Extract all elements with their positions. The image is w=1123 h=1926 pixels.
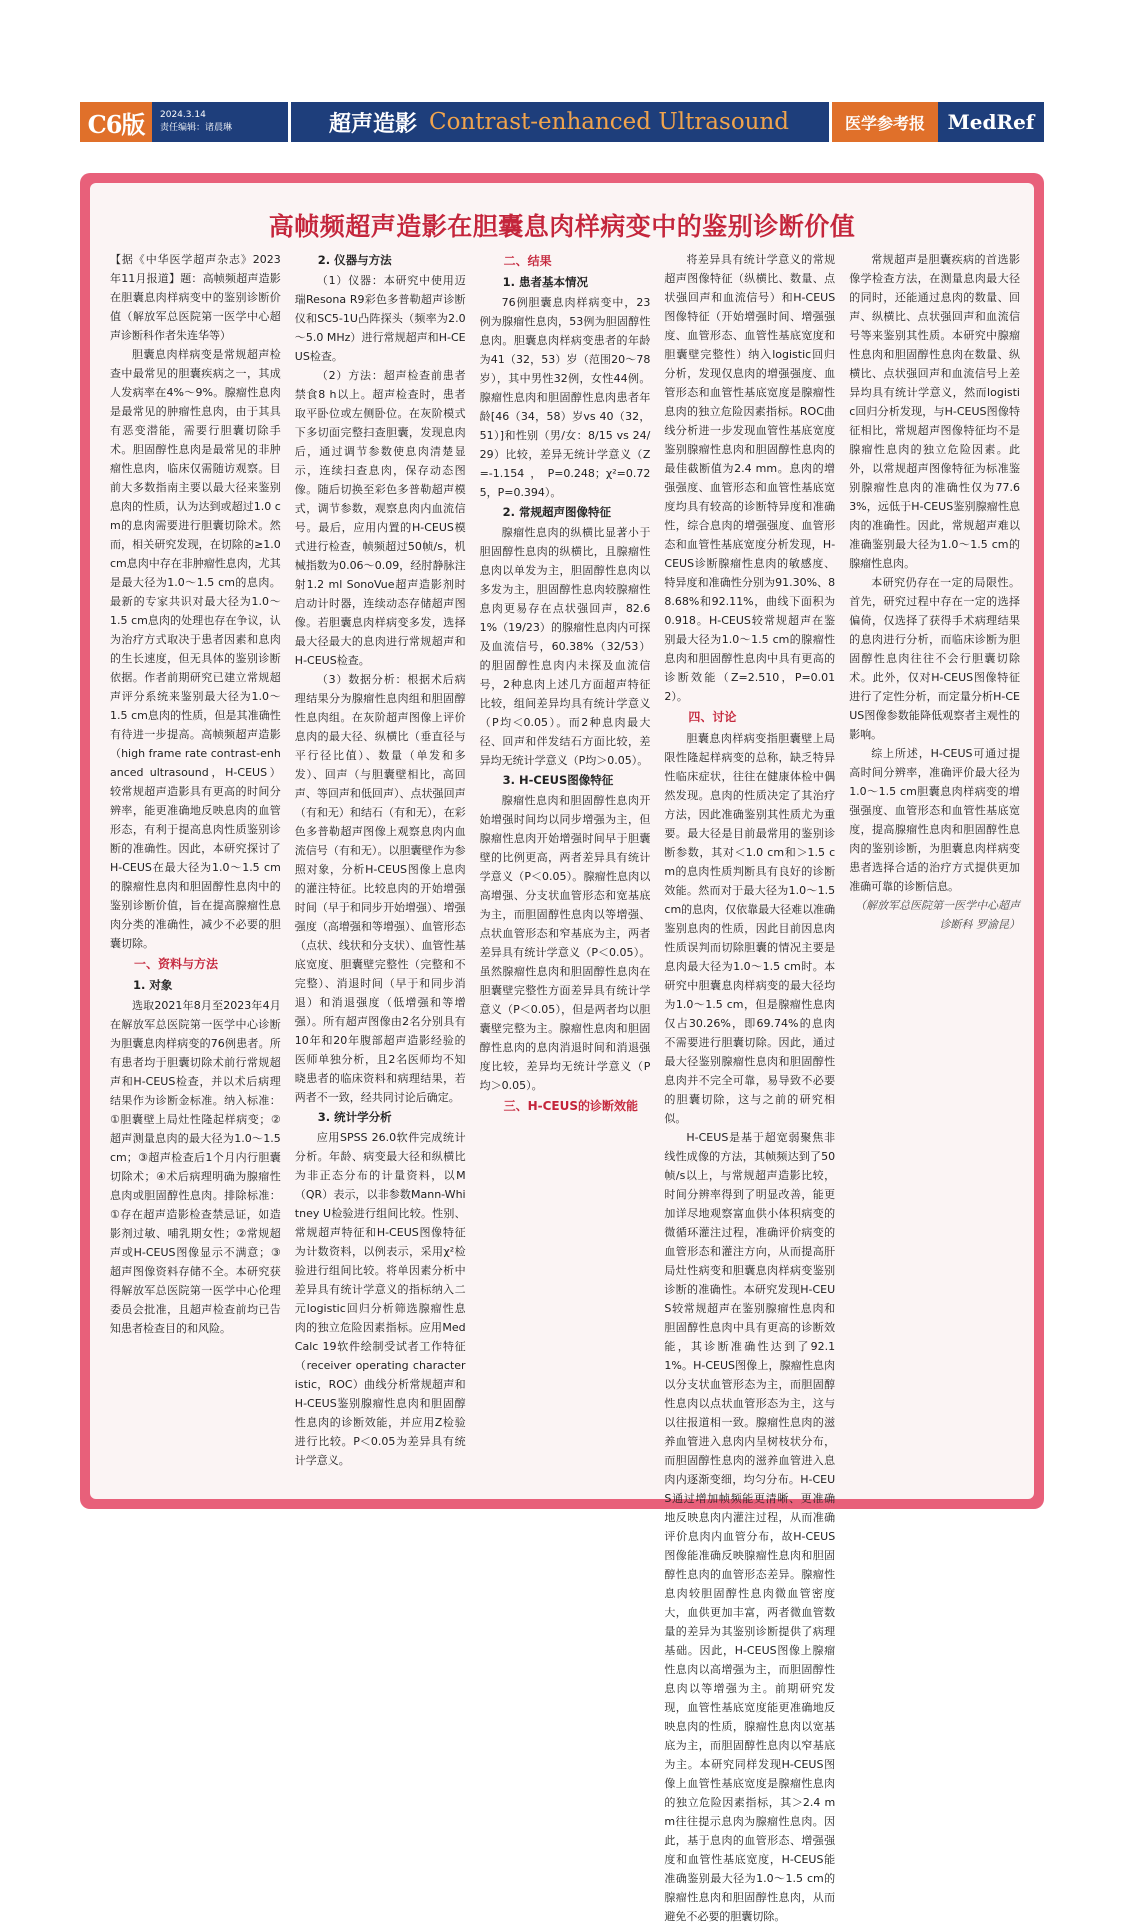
paragraph: 选取2021年8月至2023年4月在解放军总医院第一医学中心诊断为胆囊息肉样病变的76例患者。所有患者均于胆囊切除术前行常规超声和H-CEUS检查，并以术后病理结果作为诊断金标准。纳入标准：①胆囊壁上局灶性隆起样病变；②超声测量息肉的最大径为1.0～1.5 cm；③超声检查后1个月内行胆囊切除术；④术后病理明确为腺瘤性息肉或胆固醇性息肉。排除标准：①存在超声造影检查禁忌证，如造影剂过敏、哺乳期女性；②常规超声或H-CEUS图像显示不满意；③超声图像资料存储不全。本研究获得解放军总医院第一医学中心伦理委员会批准，且超声检查前均已告知患者检查目的和风险。 <box>110 999 281 1335</box>
paragraph: 综上所述，H-CEUS可通过提高时间分辨率，准确评价最大径为1.0～1.5 cm胆囊息肉样病变的增强强度、血管形态和血管性基底宽度，提高腺瘤性息肉和胆固醇性息肉的鉴别诊断，为胆囊息肉样病变患者选择合适的治疗方式提供更加准确可靠的诊断信息。 <box>849 747 1020 893</box>
masthead <box>80 102 1044 142</box>
subsection-heading: 3. H-CEUS图像特征 <box>502 773 614 787</box>
section-heading: 一、资料与方法 <box>134 957 219 971</box>
paragraph: 腺瘤性息肉和胆固醇性息肉开始增强时间均以同步增强为主，但腺瘤性息肉开始增强时间早于胆囊壁的比例更高，两者差异具有统计学意义（P＜0.05）。腺瘤性息肉以高增强、分支状血管形态和宽基底为主，而胆固醇性息肉以等增强、点状血管形态和窄基底为主，两者差异具有统计学意义（P＜0.05）。虽然腺瘤性息肉和胆固醇性息肉在胆囊壁完整性方面差异具有统计学意义（P＜0.05），但是两者均以胆囊壁完整为主。腺瘤性息肉和胆固醇性息肉的息肉消退时间和消退强度比较，差异均无统计学意义（P均＞0.05）。 <box>479 794 651 1092</box>
subsection-heading: 2. 仪器与方法 <box>317 253 392 267</box>
subsection-heading: 1. 患者基本情况 <box>502 275 588 289</box>
subsection-heading: 1. 对象 <box>133 978 173 992</box>
section-heading: 三、H-CEUS的诊断效能 <box>503 1099 639 1113</box>
brand-logo: MedRef <box>938 102 1044 142</box>
paragraph: 常规超声是胆囊疾病的首选影像学检查方法，在测量息肉最大径的同时，还能通过息肉的数量、回声、纵横比、点状强回声和血流信号等来鉴别其性质。本研究中腺瘤性息肉和胆固醇性息肉在数量、纵横比、点状强回声和血流信号上差异均具有统计学意义，然而logistic回归分析发现，与H-CEUS图像特征相比，常规超声图像特征均不是腺瘤性息肉的独立危险因素。此外，以常规超声图像特征为标准鉴别腺瘤性息肉的准确性仅为77.63%，远低于H-CEUS鉴别腺瘤性息肉的准确性。因此，常规超声难以准确鉴别最大径为1.0～1.5 cm的腺瘤性息肉。 <box>849 253 1020 570</box>
paragraph: 76例胆囊息肉样病变中，23例为腺瘤性息肉，53例为胆固醇性息肉。胆囊息肉样病变患者的年龄为41（32，53）岁（范围20～78岁），其中男性32例，女性44例。腺瘤性息肉和胆固醇性息肉患者年龄[46（34，58）岁vs 40（32，51）]和性别（男/女：8/15 vs 24/29）比较，差异无统计学意义（Z=-1.154，P=0.248；χ²=0.725，P=0.394）。 <box>479 296 651 499</box>
paragraph: （2）方法：超声检查前患者禁食8 h以上。超声检查时，患者取平卧位或左侧卧位。在灰阶模式下多切面完整扫查胆囊，发现息肉后，通过调节参数使息肉清楚显示，连续扫查息肉，保存动态图像。随后切换至彩色多普勒超声模式，调节参数，观察息肉内血流信号。最后，应用内置的H-CEUS模式进行检查，帧频超过50帧/s，机械指数为0.06～0.09，经肘静脉注射1.2 ml SonoVue超声造影剂时启动计时器，连续动态存储超声图像。若胆囊息肉样病变多发，选择最大径最大的息肉进行常规超声和H-CEUS检查。 <box>294 369 466 667</box>
section-title-en: Contrast-enhanced Ultrasound <box>429 109 790 135</box>
editor-credit: 责任编辑：诸晨琳 <box>160 123 233 133</box>
article-columns <box>110 250 1020 1923</box>
section-heading: 二、结果 <box>503 254 552 268</box>
paragraph: H-CEUS是基于超宽弱聚焦非线性成像的方法，其帧频达到了50帧/s以上，与常规超声造影比较，时间分辨率得到了明显改善，能更加详尽地观察富血供小体积病变的微循环灌注过程，准确评价病变的血管形态和灌注方向，从而提高肝局灶性病变和胆囊息肉样病变鉴别诊断的准确性。本研究发现H-CEUS较常规超声在鉴别腺瘤性息肉和胆固醇性息肉中具有更高的诊断效能，其诊断准确性达到了92.11%。H-CEUS图像上，腺瘤性息肉以分支状血管形态为主，而胆固醇性息肉以点状血管形态为主，这与以往报道相一致。腺瘤性息肉的滋养血管进入息肉内呈树枝状分布，而胆固醇性息肉的滋养血管进入息肉内逐渐变细，均匀分布。H-CEUS通过增加帧频能更清晰、更准确地反映息肉内灌注过程，从而准确评价息肉内血管分布，故H-CEUS图像能准确反映腺瘤性息肉和胆固醇性息肉的血管形态差异。腺瘤性息肉较胆固醇性息肉微血管密度大，血供更加丰富，两者微血管数量的差异为其鉴别诊断提供了病理基础。因此，H-CEUS图像上腺瘤性息肉以高增强为主，而胆固醇性息肉以等增强为主。前期研究发现，血管性基底宽度能更准确地反映息肉的性质，腺瘤性息肉以宽基底为主，而胆固醇性息肉以窄基底为主。本研究同样发现H-CEUS图像上血管性基底宽度是腺瘤性息肉的独立危险因素指标，其＞2.4 mm往往提示息肉为腺瘤性息肉。因此，基于息肉的血管形态、增强强度和血管性基底宽度，H-CEUS能准确鉴别最大径为1.0～1.5 cm的腺瘤性息肉和胆固醇性息肉，从而避免不必要的胆囊切除。 <box>664 1131 836 1923</box>
section-banner <box>291 102 829 142</box>
paper-name: 医学参考报 <box>829 102 938 142</box>
paragraph: 胆囊息肉样病变指胆囊壁上局限性隆起样病变的总称，缺乏特异性临床症状，往往在健康体检中偶然发现。息肉的性质决定了其治疗方法，因此准确鉴别其性质尤为重要。最大径是目前最常用的鉴别诊断参数，其对＜1.0 cm和＞1.5 cm的息肉性质判断具有良好的诊断效能。然而对于最大径为1.0～1.5 cm的息肉，仅依靠最大径难以准确鉴别息肉的性质，因此目前因息肉性质误判而切除胆囊的情况主要是息肉最大径为1.0～1.5 cm时。本研究中胆囊息肉样病变的最大径均为1.0～1.5 cm，但是腺瘤性息肉仅占30.26%，即69.74%的息肉不需要进行胆囊切除。因此，通过最大径鉴别腺瘤性息肉和胆固醇性息肉并不完全可靠，易导致不必要的胆囊切除，这与之前的研究相似。 <box>664 732 836 1125</box>
column-3 <box>480 250 651 1477</box>
article-intro: 【据《中华医学超声杂志》2023年11月报道】题：高帧频超声造影在胆囊息肉样病变中的鉴别诊断价值（解放军总医院第一医学中心超声诊断科作者朱连华等） <box>110 253 281 342</box>
issue-date: 2024.3.14 <box>160 110 206 120</box>
column-5 <box>849 250 1020 1477</box>
section-heading: 四、讨论 <box>688 710 737 724</box>
paragraph: （1）仪器：本研究中使用迈瑞Resona R9彩色多普勒超声诊断仪和SC5-1U凸阵探头（频率为2.0～5.0 MHz）进行常规超声和H-CEUS检查。 <box>294 274 466 363</box>
column-4 <box>664 250 836 1923</box>
paragraph: 应用SPSS 26.0软件完成统计分析。年龄、病变最大径和纵横比为非正态分布的计量资料，以M（QR）表示，以非参数Mann-Whitney U检验进行组间比较。性别、常规超声特征和H-CEUS图像特征为计数资料，以例表示，采用χ²检验进行组间比较。将单因素分析中差异具有统计学意义的指标纳入二元logistic回归分析筛选腺瘤性息肉的独立危险因素指标。应用MedCalc 19软件绘制受试者工作特征（receiver operating characteristic，ROC）曲线分析常规超声和H-CEUS鉴别腺瘤性息肉和胆固醇性息肉的诊断效能，并应用Z检验进行比较。P＜0.05为差异具有统计学意义。 <box>294 1131 466 1467</box>
paragraph: 将差异具有统计学意义的常规超声图像特征（纵横比、数量、点状强回声和血流信号）和H-CEUS图像特征（开始增强时间、增强强度、血管形态、血管性基底宽度和胆囊壁完整性）纳入logistic回归分析，发现仅息肉的增强强度、血管形态和血管性基底宽度是腺瘤性息肉的独立危险因素指标。ROC曲线分析进一步发现血管性基底宽度鉴别腺瘤性息肉和胆固醇性息肉的最佳截断值为2.4 mm。息肉的增强强度、血管形态和血管性基底宽度均具有较高的诊断特异度和准确性，综合息肉的增强强度、血管形态和血管性基底宽度分析发现，H-CEUS诊断腺瘤性息肉的敏感度、特异度和准确性分别为91.30%、88.68%和92.11%，曲线下面积为0.918。H-CEUS较常规超声在鉴别最大径为1.0～1.5 cm的腺瘤性息肉和胆固醇性息肉中具有更高的诊断效能（Z=2.510，P=0.012）。 <box>664 253 836 703</box>
page-label: C6版 <box>80 102 152 142</box>
subsection-heading: 2. 常规超声图像特征 <box>502 505 611 519</box>
paragraph: 腺瘤性息肉的纵横比显著小于胆固醇性息肉的纵横比，且腺瘤性息肉以单发为主，胆固醇性息肉以多发为主，胆固醇性息肉较腺瘤性息肉更易存在点状强回声，82.61%（19/23）的腺瘤性息肉内可探及血流信号，60.38%（32/53）的胆固醇性息肉内未探及血流信号，2种息肉上述几方面超声特征比较，组间差异均具有统计学意义（P均＜0.05）。而2种息肉最大径、回声和伴发结石方面比较，差异均无统计学意义（P均＞0.05）。 <box>479 526 651 767</box>
subsection-heading: 3. 统计学分析 <box>317 1110 392 1124</box>
article-title: 高帧频超声造影在胆囊息肉样病变中的鉴别诊断价值 <box>268 212 856 241</box>
paragraph: 本研究仍存在一定的局限性。首先，研究过程中存在一定的选择偏倚，仅选择了获得手术病理结果的息肉进行分析，而临床诊断为胆固醇性息肉往往不会行胆囊切除术。此外，仅对H-CEUS图像特征进行了定性分析，而定量分析H-CEUS图像参数能降低观察者主观性的影响。 <box>849 576 1020 741</box>
article-frame <box>80 173 1044 1923</box>
article-body <box>90 183 1034 1923</box>
issue-meta <box>152 102 291 142</box>
section-title-cn: 超声造影 <box>329 110 418 137</box>
column-2 <box>295 250 466 1477</box>
article-source: （解放军总医院第一医学中心超声诊断科 罗渝昆） <box>854 899 1020 931</box>
column-1 <box>110 250 281 1477</box>
paragraph: 胆囊息肉样病变是常规超声检查中最常见的胆囊疾病之一，其成人发病率在4%～9%。腺瘤性息肉是最常见的肿瘤性息肉，由于其具有恶变潜能，需要行胆囊切除手术。胆固醇性息肉是最常见的非肿瘤性息肉，临床仅需随访观察。目前大多数指南主要以最大径来鉴别息肉的性质，认为达到或超过1.0 cm的息肉需要进行胆囊切除术。然而，相关研究发现，在切除的≥1.0 cm息肉中存在非肿瘤性息肉，尤其是最大径为1.0～1.5 cm的息肉。最新的专家共识对最大径为1.0～1.5 cm息肉的处理也存在争议，认为治疗方式取决于患者因素和息肉的生长速度，但无具体的鉴别诊断依据。作者前期研究已建立常规超声评分系统来鉴别最大径为1.0～1.5 cm息肉的性质，但是其准确性有待进一步提高。高帧频超声造影（high frame rate contrast-enhanced ultrasound，H-CEUS）较常规超声造影具有更高的时间分辨率，能更准确地反映息肉的血管形态，有利于提高息肉性质鉴别诊断的准确性。因此，本研究探讨了H-CEUS在最大径为1.0～1.5 cm的腺瘤性息肉和胆固醇性息肉中的鉴别诊断价值，旨在提高腺瘤性息肉分类的准确性，减少不必要的胆囊切除。 <box>110 348 281 950</box>
paragraph: （3）数据分析：根据术后病理结果分为腺瘤性息肉组和胆固醇性息肉组。在灰阶超声图像上评价息肉的最大径、纵横比（垂直径与平行径比值）、数量（单发和多发）、回声（与胆囊壁相比，高回声、等回声和低回声）、点状强回声（有和无）和结石（有和无），在彩色多普勒超声图像上观察息肉内血流信号（有和无）。以胆囊壁作为参照对象，分析H-CEUS图像上息肉的灌注特征。比较息肉的开始增强时间（早于和同步开始增强）、增强强度（高增强和等增强）、血管形态（点状、线状和分支状）、血管性基底宽度、胆囊壁完整性（完整和不完整）、消退时间（早于和同步消退）和消退强度（低增强和等增强）。所有超声图像由2名分别具有10年和20年腹部超声造影经验的医师单独分析，且2名医师均不知晓患者的临床资料和病理结果，若两者不一致，经共同讨论后确定。 <box>294 673 466 1104</box>
